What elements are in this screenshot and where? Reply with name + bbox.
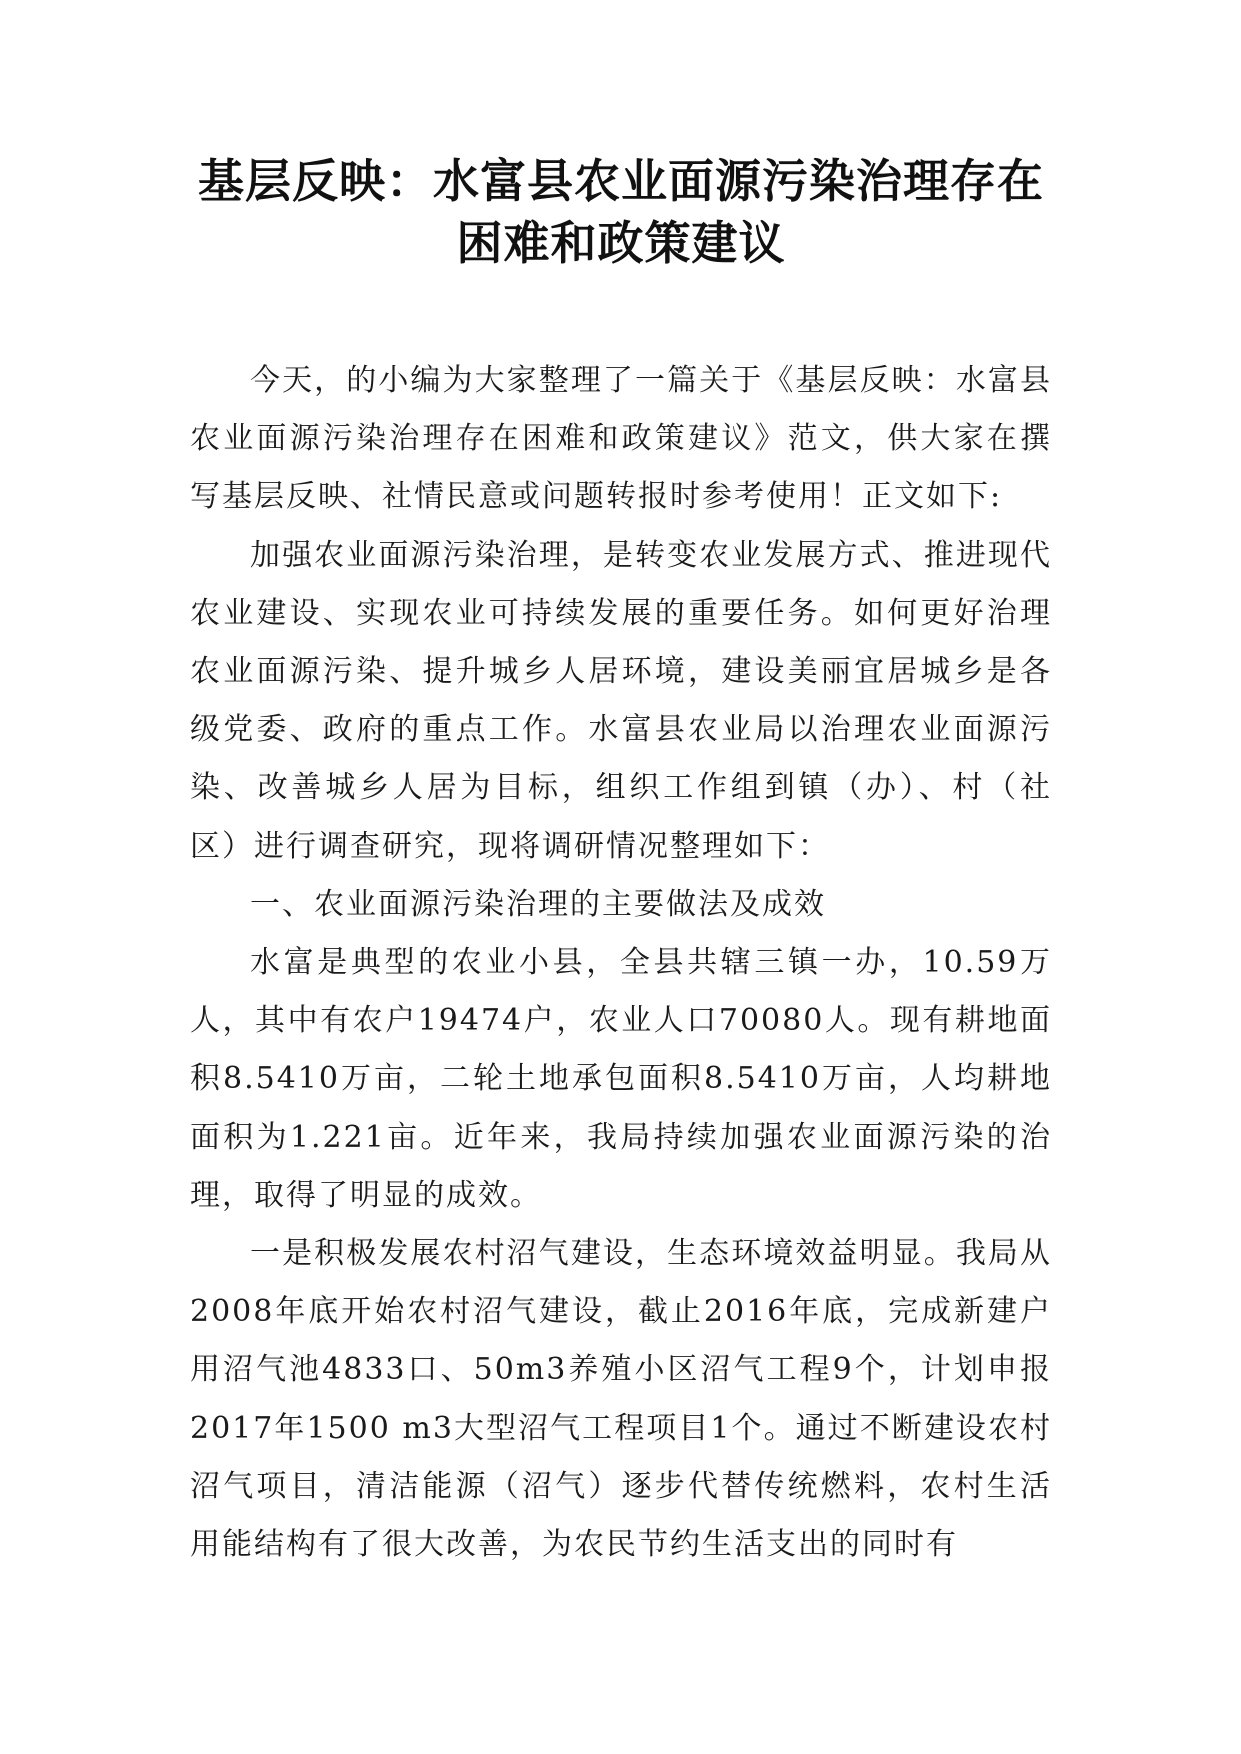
intro-paragraph: 今天，的小编为大家整理了一篇关于《基层反映：水富县农业面源污染治理存在困难和政策建议》范文，供大家在撰写基层反映、社情民意或问题转报时参考使用！正文如下: [190,363,1052,515]
body-paragraph: 水富是典型的农业小县，全县共辖三镇一办，10.59万人，其中有农户19474户，农业人口70080人。现有耕地面积8.5410万亩，二轮土地承包面积8.5410万亩，人均耕地面积为1.221亩。近年来，我局持续加强农业面源污染的治理，取得了明显的成效。 [190,945,1052,1213]
section-heading: 一、农业面源污染治理的主要做法及成效 [250,886,826,922]
document-title: 基层反映：水富县农业面源污染治理存在困难和政策建议 [198,154,1044,270]
document-body [190,352,1052,1574]
body-paragraph: 一是积极发展农村沼气建设，生态环境效益明显。我局从2008年底开始农村沼气建设，截止2016年底，完成新建户用沼气池4833口、50m3养殖小区沼气工程9个，计划申报2017年1500 m3大型沼气工程项目1个。通过不断建设农村沼气项目，清洁能源（沼气）逐步代替传统燃料，农村生活用能结构有了很大改善，为农民节约生活支出的同时有 [190,1236,1052,1563]
body-paragraph: 加强农业面源污染治理，是转变农业发展方式、推进现代农业建设、实现农业可持续发展的重要任务。如何更好治理农业面源污染、提升城乡人居环境，建设美丽宜居城乡是各级党委、政府的重点工作。水富县农业局以治理农业面源污染、改善城乡人居为目标，组织工作组到镇（办）、村（社区）进行调查研究，现将调研情况整理如下： [190,537,1052,864]
